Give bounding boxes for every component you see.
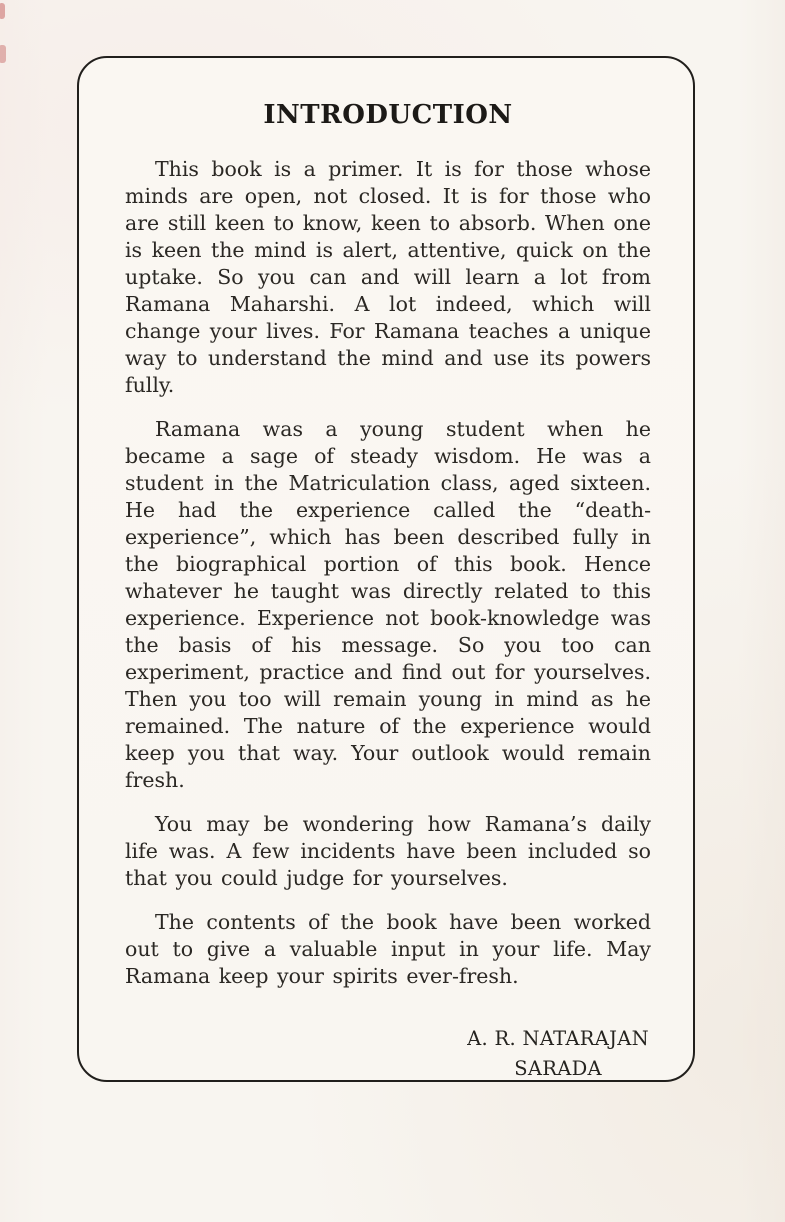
paragraph-2: Ramana was a young student when he became a sage of steady wisdom. He was a student in the Matriculation class, aged sixteen. He had the experience called the “death-experience”, which has been described fully in the biographical portion of this book. Hence whatever he taught was directly related to this experience. Experience not book-knowledge was the basis of his message. So you too can experiment, practice and find out for yourselves. Then you too will remain young in mind as he remained. The nature of the experience would keep you that way. Your outlook would remain fresh. <box>125 417 651 792</box>
paragraph-4: The contents of the book have been worked out to give a valuable input in your life. May Ramana keep your spirits ever-fresh. <box>125 910 651 988</box>
paragraph-3: You may be wondering how Ramana’s daily life was. A few incidents have been included so that you could judge for yourselves. <box>125 812 651 890</box>
scan-edge-artifact <box>0 45 6 63</box>
scan-edge-artifact <box>0 3 5 19</box>
page-border-frame <box>77 56 695 1082</box>
signature-block <box>467 1024 649 1084</box>
signature-author-name: A. R. NATARAJAN <box>467 1027 649 1050</box>
signature-author-name-2: SARADA <box>514 1057 602 1080</box>
page-title: INTRODUCTION <box>263 100 513 130</box>
paragraph-1: This book is a primer. It is for those whose minds are open, not closed. It is for those who are still keen to know, keen to absorb. When one is keen the mind is alert, attentive, quick on the uptake. So you can and will learn a lot from Ramana Maharshi. A lot indeed, which will change your lives. For Ramana teaches a unique way to understand the mind and use its powers fully. <box>125 157 651 397</box>
